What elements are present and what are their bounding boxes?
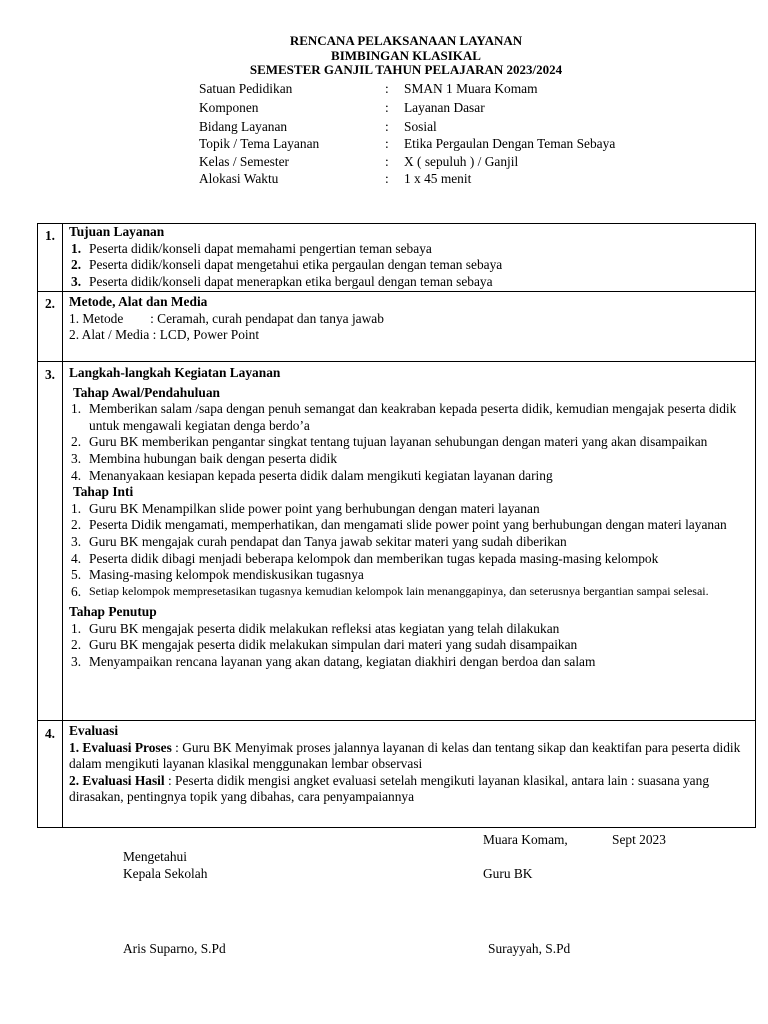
list-item <box>69 621 751 638</box>
section-tujuan <box>69 224 751 290</box>
meta-key: Alokasi Waktu <box>199 171 279 186</box>
list-item <box>69 257 751 274</box>
signature-mengetahui: Mengetahui <box>123 849 187 864</box>
objectives-list <box>69 241 751 291</box>
stage-title-inti: Tahap Inti <box>73 484 134 500</box>
penutup-list <box>69 621 751 671</box>
list-item <box>69 501 751 518</box>
item-number: 3. <box>71 450 82 466</box>
list-item <box>69 567 751 584</box>
item-text: Membina hubungan baik dengan peserta didik <box>89 450 338 466</box>
media-line: 2. Alat / Media : LCD, Power Point <box>69 327 260 343</box>
item-number: 1. <box>71 500 82 516</box>
section-metode <box>69 294 751 344</box>
section-langkah <box>69 365 751 671</box>
meta-colon: : <box>385 81 389 96</box>
list-item <box>69 551 751 568</box>
item-number: 1. <box>71 240 82 256</box>
item-number: 3. <box>71 533 82 549</box>
item-number: 4. <box>71 467 82 483</box>
meta-colon: : <box>385 119 389 134</box>
section-title: Tujuan Layanan <box>69 224 165 239</box>
item-text: Guru BK Menampilkan slide power point yang berhubungan dengan materi layanan <box>89 500 540 516</box>
evaluation-result <box>69 773 751 806</box>
section-number: 2. <box>44 296 56 311</box>
inti-list <box>69 501 751 599</box>
document-header <box>0 34 768 78</box>
item-text: Peserta didik/konseli dapat mengetahui etika pergaulan dengan teman sebaya <box>89 257 503 273</box>
item-number: 3. <box>71 273 82 289</box>
row-divider <box>38 720 755 721</box>
list-item <box>69 584 751 600</box>
item-text: Guru BK memberikan pengantar singkat tentang tujuan layanan sehubungan dengan materi yang akan disampaikan <box>89 434 708 450</box>
meta-value: SMAN 1 Muara Komam <box>404 81 538 96</box>
item-text: Menyampaikan rencana layanan yang akan datang, kegiatan diakhiri dengan berdoa dan salam <box>89 654 596 669</box>
section-number: 4. <box>44 726 56 741</box>
signature-date: Sept 2023 <box>612 832 666 847</box>
column-divider <box>62 224 63 827</box>
evaluation-result-text: : Peserta didik mengisi angket evaluasi setelah mengikuti layanan klasikal, antara lain : suasana yang dirasakan, pentingnya topik yang dibahas, cara penyampaiannya <box>69 772 710 805</box>
evaluation-process-text: : Guru BK Menyimak proses jalannya layanan di kelas dan tentang sikap dan keaktifan para peserta didik dalam mengikuti layanan klasikal menggunakan lembar observasi <box>69 739 741 772</box>
document-subtitle: BIMBINGAN KLASIKAL <box>331 47 481 63</box>
list-item <box>69 274 751 291</box>
meta-key: Satuan Pedidikan <box>199 81 293 96</box>
item-text: Guru BK mengajak peserta didik melakukan refleksi atas kegiatan yang telah dilakukan <box>89 620 560 636</box>
item-text: Memberikan salam /sapa dengan penuh semangat dan keakraban kepada peserta didik, kemudian mengajak peserta didik untuk mengawali kegiatan denga berdo’a <box>89 401 737 433</box>
item-number: 1. <box>71 401 82 417</box>
document-semester: SEMESTER GANJIL TAHUN PELAJARAN 2023/2024 <box>249 62 563 78</box>
awal-list <box>69 401 751 484</box>
item-number: 1. <box>71 620 82 636</box>
item-text: Peserta didik dibagi menjadi beberapa kelompok dan memberikan tugas kepada masing-masing kelompok <box>89 550 659 566</box>
item-number: 4. <box>71 550 82 566</box>
list-item <box>69 517 751 534</box>
list-item <box>69 637 751 654</box>
meta-colon: : <box>385 154 389 169</box>
meta-colon: : <box>385 100 389 115</box>
meta-value: 1 x 45 menit <box>404 171 472 186</box>
list-item <box>69 241 751 258</box>
meta-value: Layanan Dasar <box>404 100 485 115</box>
meta-colon: : <box>385 136 389 151</box>
list-item <box>69 654 751 671</box>
meta-colon: : <box>385 171 389 186</box>
item-number: 2. <box>71 517 82 533</box>
meta-key: Komponen <box>199 100 259 115</box>
section-evaluasi <box>69 723 751 806</box>
evaluation-result-label: 2. Evaluasi Hasil <box>69 772 165 788</box>
meta-value: Sosial <box>404 119 437 134</box>
meta-key: Topik / Tema Layanan <box>199 136 320 151</box>
row-divider <box>38 361 755 362</box>
section-number: 3. <box>44 367 56 382</box>
section-title: Metode, Alat dan Media <box>69 294 208 309</box>
section-title: Langkah-langkah Kegiatan Layanan <box>69 365 281 380</box>
evaluation-process-label: 1. Evaluasi Proses <box>69 739 172 755</box>
list-item <box>69 468 751 485</box>
item-text: Peserta didik/konseli dapat memahami pengertian teman sebaya <box>89 240 432 256</box>
plan-table <box>37 223 756 828</box>
list-item <box>69 451 751 468</box>
meta-value: Etika Pergaulan Dengan Teman Sebaya <box>404 136 616 151</box>
list-item <box>69 534 751 551</box>
list-item <box>69 434 751 451</box>
section-title: Evaluasi <box>69 723 119 738</box>
meta-key: Bidang Layanan <box>199 119 288 134</box>
meta-value: X ( sepuluh ) / Ganjil <box>404 154 519 169</box>
signature-place: Muara Komam, <box>483 832 568 847</box>
item-number: 2. <box>71 434 82 450</box>
signature-right-role: Guru BK <box>483 866 533 881</box>
list-item <box>69 401 751 434</box>
stage-title-awal: Tahap Awal/Pendahuluan <box>73 384 220 400</box>
item-text: Guru BK mengajak peserta didik melakukan simpulan dari materi yang sudah disampaikan <box>89 637 578 653</box>
item-text: Peserta didik/konseli dapat menerapkan etika bergaul dengan teman sebaya <box>89 273 493 289</box>
signature-right-name: Surayyah, S.Pd <box>488 941 571 956</box>
row-divider <box>38 291 755 292</box>
stage-title-penutup: Tahap Penutup <box>69 604 157 620</box>
signature-left-name: Aris Suparno, S.Pd <box>123 941 226 956</box>
item-number: 5. <box>71 567 82 583</box>
section-number: 1. <box>44 228 56 243</box>
item-text: Peserta Didik mengamati, memperhatikan, dan mengamati slide power point yang berhubungan dengan materi layanan <box>89 517 727 533</box>
item-number: 3. <box>71 654 82 669</box>
document-title: RENCANA PELAKSANAAN LAYANAN <box>289 33 523 48</box>
item-number: 2. <box>71 257 82 273</box>
method-line: 1. Metode : Ceramah, curah pendapat dan tanya jawab <box>69 310 384 326</box>
item-text: Masing-masing kelompok mendiskusikan tugasnya <box>89 567 364 583</box>
evaluation-process <box>69 740 751 773</box>
item-text: Setiap kelompok mempresetasikan tugasnya kemudian kelompok lain menanggapinya, dan seterusnya bergantian sampai selesai. <box>89 583 709 598</box>
meta-key: Kelas / Semester <box>199 154 289 169</box>
signature-left-role: Kepala Sekolah <box>123 866 208 881</box>
item-number: 6. <box>71 583 82 599</box>
item-text: Menanyakaan kesiapan kepada peserta didik dalam mengikuti kegiatan layanan daring <box>89 467 553 483</box>
item-text: Guru BK mengajak curah pendapat dan Tanya jawab sekitar materi yang sudah diberikan <box>89 533 567 549</box>
item-number: 2. <box>71 637 82 653</box>
